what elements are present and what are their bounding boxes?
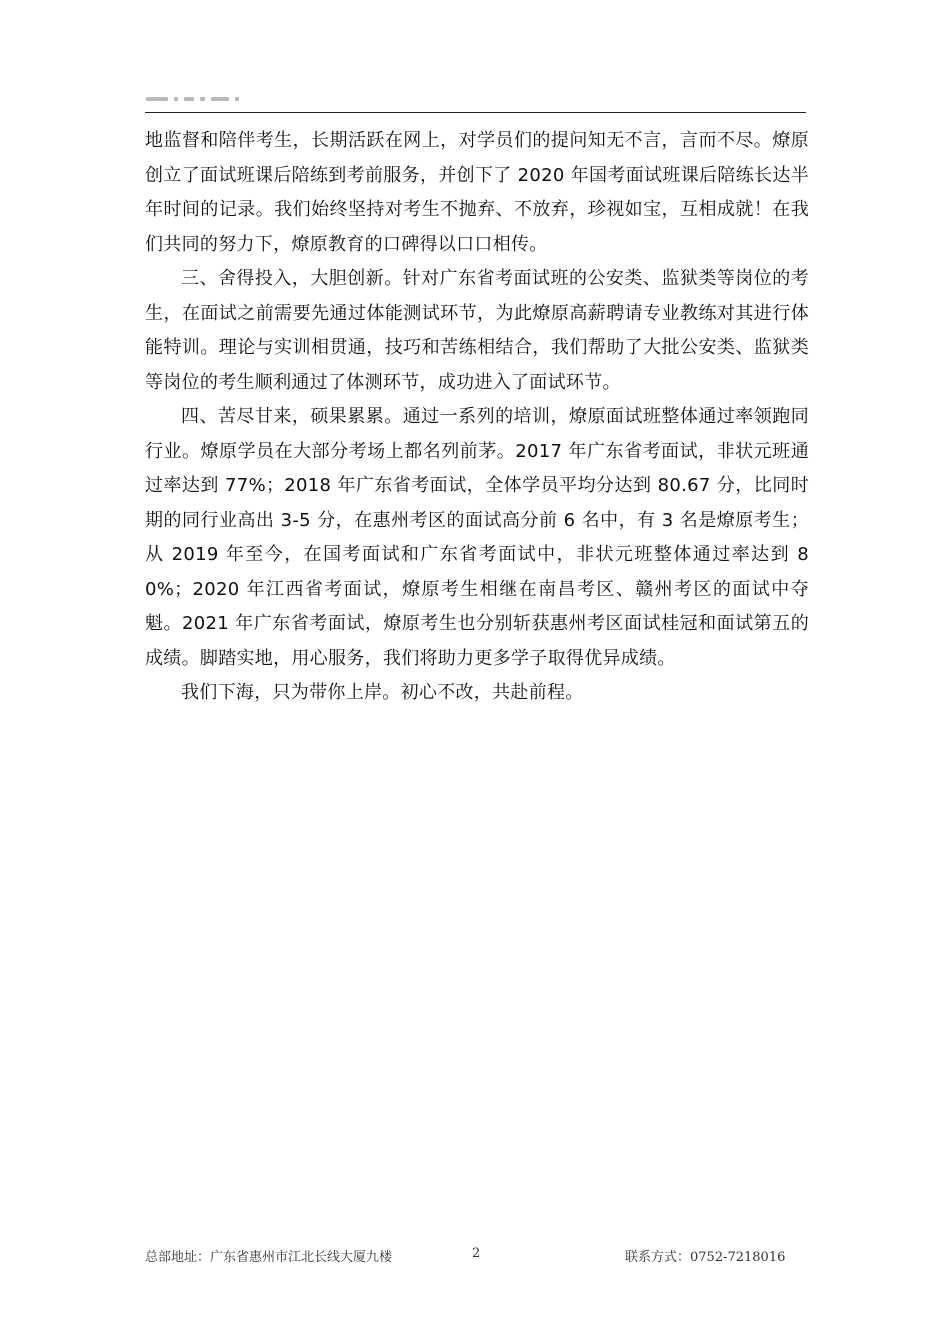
footer-contact: 联系方式：0752-7218016 bbox=[625, 1250, 786, 1265]
paragraph-2: 三、舍得投入，大胆创新。针对广东省考面试班的公安类、监狱类等岗位的考生，在面试之前需要先通过体能测试环节，为此燎原高薪聘请专业教练对其进行体能特训。理论与实训相贯通，技巧和苦练相结合，我们帮助了大批公安类、监狱类等岗位的考生顺利通过了体测环节，成功进入了面试环节。 bbox=[145, 268, 809, 393]
paragraph-3: 四、苦尽甘来，硕果累累。通过一系列的培训，燎原面试班整体通过率领跑同行业。燎原学员在大部分考场上都名列前茅。2017 年广东省考面试，非状元班通过率达到 77%；2018 年广东省考面试，全体学员平均分达到 80.67 分，比同时期的同行业高出 3-5 分，在惠州考区的面试高分前 6 名中，有 3 名是燎原考生；从 2019 年至今，在国考面试和广东省考面试中，非状元班整体通过率达到 80%；2020 年江西省考面试，燎原考生相继在南昌考区、赣州考区的面试中夺魁。2021 年广东省考面试，燎原考生也分别斩获惠州考区面试桂冠和面试第五的成绩。脚踏实地，用心服务，我们将助力更多学子取得优异成绩。 bbox=[145, 406, 809, 669]
header-divider bbox=[145, 112, 806, 113]
paragraph-1: 地监督和陪伴考生，长期活跃在网上，对学员们的提问知无不言，言而不尽。燎原创立了面试班课后陪练到考前服务，并创下了 2020 年国考面试班课后陪练长达半年时间的记录。我们始终坚持对考生不抛弃、不放弃，珍视如宝，互相成就！在我们共同的努力下，燎原教育的口碑得以口口相传。 bbox=[145, 130, 809, 255]
page-footer bbox=[145, 1246, 806, 1266]
page-number: 2 bbox=[472, 1246, 481, 1261]
header-logo bbox=[146, 97, 239, 101]
footer-address: 总部地址：广东省惠州市江北长线大厦九楼 bbox=[145, 1250, 393, 1265]
paragraph-4: 我们下海，只为带你上岸。初心不改，共赴前程。 bbox=[181, 682, 584, 703]
document-body bbox=[145, 124, 809, 711]
